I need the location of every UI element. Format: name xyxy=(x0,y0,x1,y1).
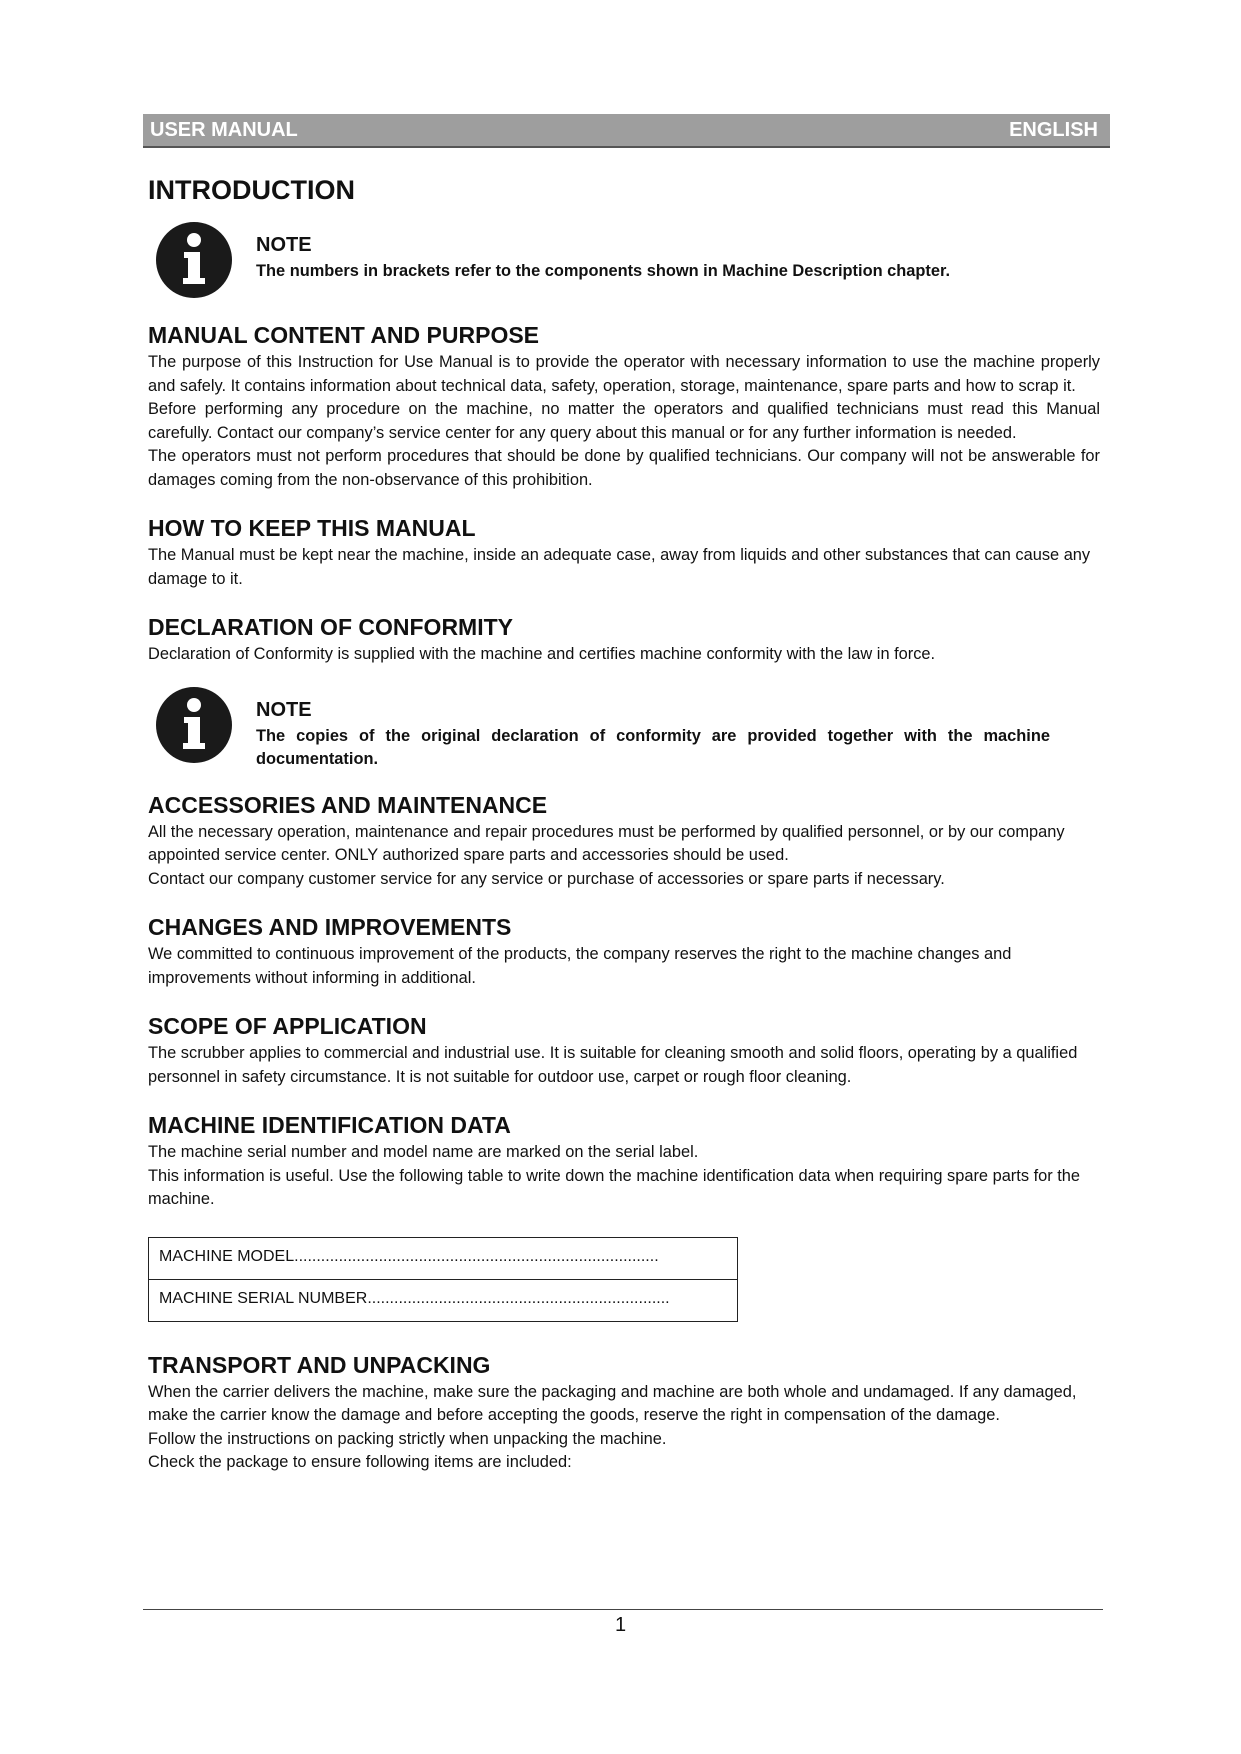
paragraph: This information is useful. Use the following table to write down the machine identification data when requiring spare parts for the machine. xyxy=(148,1166,1081,1208)
section-changes xyxy=(148,914,1100,990)
note-title: NOTE xyxy=(256,698,312,721)
paragraph: The scrubber applies to commercial and industrial use. It is suitable for cleaning smooth and solid floors, operating by a qualified personnel in safety circumstance. It is not suitable for outdoor use, carpet or rough floor cleaning. xyxy=(148,1044,1078,1086)
note-title: NOTE xyxy=(256,234,312,256)
section-identification xyxy=(148,1112,1100,1322)
section-heading: ACCESSORIES AND MAINTENANCE xyxy=(148,791,548,818)
paragraph: The Manual must be kept near the machine, inside an adequate case, away from liquids and other substances that can cause any damage to it. xyxy=(148,546,1091,588)
paragraph: Check the package to ensure following items are included: xyxy=(148,1453,572,1471)
paragraph: Declaration of Conformity is supplied with the machine and certifies machine conformity with the law in force. xyxy=(148,645,936,663)
note-text xyxy=(256,220,1100,284)
paragraph: We committed to continuous improvement of the products, the company reserves the right to the machine changes and improvements without informing in additional. xyxy=(148,945,1012,987)
section-conformity xyxy=(148,614,1100,667)
note-body: The numbers in brackets refer to the components shown in Machine Description chapter. xyxy=(256,262,951,280)
machine-model-field: MACHINE MODEL.................................................................................. xyxy=(149,1237,738,1279)
section-heading: DECLARATION OF CONFORMITY xyxy=(148,614,513,640)
section-heading: TRANSPORT AND UNPACKING xyxy=(148,1351,491,1378)
paragraph: Follow the instructions on packing strictly when unpacking the machine. xyxy=(148,1429,667,1448)
section-heading: HOW TO KEEP THIS MANUAL xyxy=(148,515,476,541)
paragraph: The machine serial number and model name are marked on the serial label. xyxy=(148,1143,699,1161)
section-transport xyxy=(148,1352,1100,1475)
paragraph: The purpose of this Instruction for Use Manual is to provide the operator with necessary information to use the machine properly and safely. It contains information about technical data, safety, operation, storage, maintenance, spare parts and how to scrap it. xyxy=(148,353,1100,395)
paragraph: When the carrier delivers the machine, make sure the packaging and machine are both whole and undamaged. If any damaged, make the carrier know the damage and before accepting the goods, reserve the right in compensation of the damage. xyxy=(148,1382,1077,1424)
machine-serial-field: MACHINE SERIAL NUMBER.................................................................... xyxy=(149,1279,738,1321)
paragraph: Contact our company customer service for any service or purchase of accessories or spare parts if necessary. xyxy=(148,869,945,888)
note-body: The copies of the original declaration of conformity are provided together with the machine documentation. xyxy=(256,726,1050,768)
table-row xyxy=(149,1279,738,1321)
page-number: 1 xyxy=(614,1614,627,1636)
info-icon xyxy=(154,685,234,765)
header-language: ENGLISH xyxy=(1009,118,1098,141)
note-box xyxy=(148,220,1100,300)
section-heading: SCOPE OF APPLICATION xyxy=(148,1013,427,1039)
content xyxy=(148,175,1100,1475)
section-keep-manual xyxy=(148,515,1100,591)
page-title: INTRODUCTION xyxy=(148,175,355,205)
paragraph: The operators must not perform procedures that should be done by qualified technicians. Our company will not be answerable for damages coming from the non-observance of this prohibition. xyxy=(148,447,1100,489)
info-icon xyxy=(154,220,234,300)
note-text xyxy=(256,685,1100,772)
identification-table xyxy=(148,1237,738,1322)
section-heading: CHANGES AND IMPROVEMENTS xyxy=(148,914,512,940)
section-scope xyxy=(148,1013,1100,1089)
footer-divider xyxy=(143,1609,1103,1610)
section-heading: MANUAL CONTENT AND PURPOSE xyxy=(148,322,540,348)
note-box xyxy=(148,685,1100,772)
header-title: USER MANUAL xyxy=(150,118,298,141)
paragraph: Before performing any procedure on the machine, no matter the operators and qualified technicians must read this Manual carefully. Contact our company’s service center for any query about this manual or for any further information is needed. xyxy=(148,400,1100,442)
section-manual-content xyxy=(148,322,1100,492)
table-row xyxy=(149,1237,738,1279)
header-bar xyxy=(143,114,1110,148)
section-accessories xyxy=(148,792,1100,892)
section-heading: MACHINE IDENTIFICATION DATA xyxy=(148,1112,511,1138)
paragraph: All the necessary operation, maintenance and repair procedures must be performed by qualified personnel, or by our company appointed service center. ONLY authorized spare parts and accessories should be used. xyxy=(148,822,1065,864)
